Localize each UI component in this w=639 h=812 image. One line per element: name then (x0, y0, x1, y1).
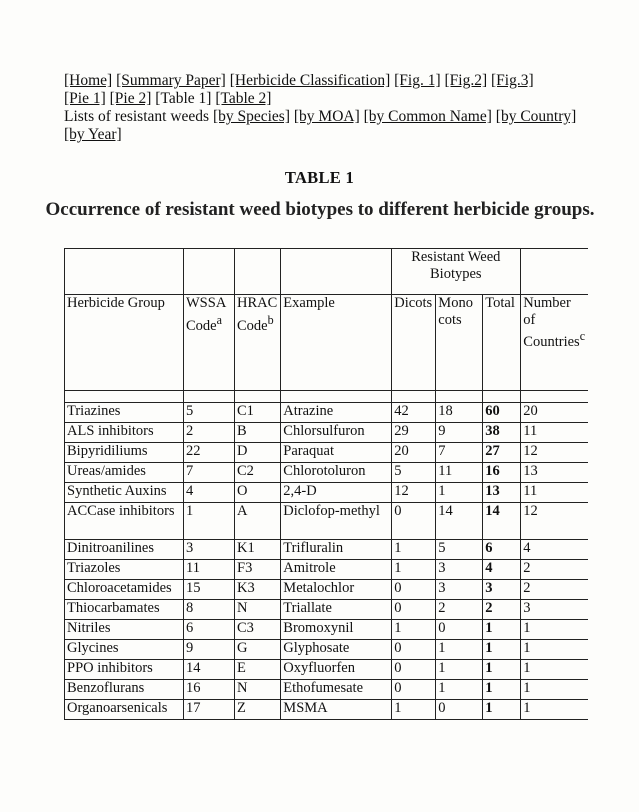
wssa-code-cell: 8 (184, 600, 235, 620)
countries-cell: 11 (521, 423, 588, 443)
monocots-header: Mono cots (436, 295, 483, 391)
countries-cell: 1 (521, 680, 588, 700)
example-cell: Diclofop-methyl (281, 503, 392, 540)
dicots-cell: 5 (392, 463, 436, 483)
monocots-cell: 1 (436, 680, 483, 700)
table-row (65, 443, 589, 463)
total-cell: 14 (483, 503, 521, 540)
example-cell: Trifluralin (281, 540, 392, 560)
table-row (65, 640, 589, 660)
monocots-cell: 7 (436, 443, 483, 463)
countries-cell: 12 (521, 503, 588, 540)
wssa-code-cell: 9 (184, 640, 235, 660)
navigation-links (64, 72, 584, 144)
pie-1-link[interactable]: [Pie 1] (64, 90, 106, 107)
herbicide-group-cell: ALS inhibitors (65, 423, 184, 443)
herbicide-group-cell: Thiocarbamates (65, 600, 184, 620)
total-cell: 1 (483, 700, 521, 720)
table-row (65, 700, 589, 720)
example-cell: Chlorotoluron (281, 463, 392, 483)
example-cell: Paraquat (281, 443, 392, 463)
monocots-cell: 3 (436, 580, 483, 600)
table-row (65, 463, 589, 483)
countries-cell: 20 (521, 403, 588, 423)
countries-cell: 1 (521, 640, 588, 660)
nav-line-1 (64, 72, 584, 90)
hrac-code-cell: D (235, 443, 281, 463)
countries-cell: 4 (521, 540, 588, 560)
total-cell: 1 (483, 640, 521, 660)
spacer-row (65, 391, 589, 403)
resistant-weed-biotypes-header: Resistant Weed Biotypes (392, 249, 521, 295)
example-cell: Atrazine (281, 403, 392, 423)
countries-cell: 2 (521, 580, 588, 600)
dicots-cell: 0 (392, 580, 436, 600)
example-cell: Triallate (281, 600, 392, 620)
table-label: TABLE 1 (284, 168, 355, 187)
lists-label: Lists of resistant weeds (64, 108, 210, 125)
header-blank (235, 249, 281, 295)
total-cell: 2 (483, 600, 521, 620)
countries-header: Number of Countries$^c$ (521, 295, 588, 391)
dicots-header: Dicots (392, 295, 436, 391)
wssa-code-cell: 22 (184, 443, 235, 463)
total-cell: 3 (483, 580, 521, 600)
total-cell: 16 (483, 463, 521, 483)
table-row (65, 483, 589, 503)
herbicide-group-cell: PPO inhibitors (65, 660, 184, 680)
herbicide-group-cell: ACCase inhibitors (65, 503, 184, 540)
hrac-code-cell: F3 (235, 560, 281, 580)
herbicide-classification-link[interactable]: [Herbicide Classification] (229, 72, 391, 89)
table-row (65, 600, 589, 620)
countries-cell: 2 (521, 560, 588, 580)
countries-cell: 1 (521, 660, 588, 680)
example-cell: 2,4-D (281, 483, 392, 503)
wssa-code-cell: 2 (184, 423, 235, 443)
wssa-code-cell: 15 (184, 580, 235, 600)
dicots-cell: 1 (392, 560, 436, 580)
by-country-link[interactable]: [by Country] (495, 108, 577, 125)
wssa-code-cell: 3 (184, 540, 235, 560)
table-2-link[interactable]: [Table 2] (215, 90, 272, 107)
dicots-cell: 0 (392, 600, 436, 620)
hrac-code-header: HRAC Code$^b$ (235, 295, 281, 391)
monocots-cell: 0 (436, 620, 483, 640)
header-blank (65, 249, 184, 295)
table-row (65, 680, 589, 700)
total-cell: 1 (483, 660, 521, 680)
countries-cell: 13 (521, 463, 588, 483)
herbicide-group-cell: Glycines (65, 640, 184, 660)
table-row (65, 540, 589, 560)
dicots-cell: 1 (392, 700, 436, 720)
nav-line-2 (64, 90, 584, 108)
example-cell: Metalochlor (281, 580, 392, 600)
fig-3-link[interactable]: [Fig.3] (491, 72, 534, 89)
countries-cell: 3 (521, 600, 588, 620)
total-header: Total (483, 295, 521, 391)
wssa-code-cell: 4 (184, 483, 235, 503)
monocots-cell: 1 (436, 660, 483, 680)
header-row-labels (65, 295, 589, 391)
herbicide-group-cell: Chloroacetamides (65, 580, 184, 600)
table-row (65, 620, 589, 640)
header-row-top (65, 249, 589, 295)
table-row (65, 503, 589, 540)
dicots-cell: 42 (392, 403, 436, 423)
herbicide-group-cell: Nitriles (65, 620, 184, 640)
hrac-code-cell: G (235, 640, 281, 660)
herbicide-group-cell: Synthetic Auxins (65, 483, 184, 503)
example-cell: Glyphosate (281, 640, 392, 660)
wssa-code-cell: 16 (184, 680, 235, 700)
table-row (65, 560, 589, 580)
total-cell: 13 (483, 483, 521, 503)
home-link[interactable]: [Home] (64, 72, 113, 89)
monocots-cell: 2 (436, 600, 483, 620)
hrac-code-cell: N (235, 680, 281, 700)
countries-cell: 1 (521, 700, 588, 720)
dicots-cell: 20 (392, 443, 436, 463)
herbicide-group-cell: Benzoflurans (65, 680, 184, 700)
header-blank (521, 249, 588, 295)
total-cell: 60 (483, 403, 521, 423)
total-cell: 6 (483, 540, 521, 560)
by-year-link[interactable]: [by Year] (64, 126, 122, 143)
nav-line-3 (64, 108, 584, 144)
hrac-code-cell: O (235, 483, 281, 503)
wssa-code-cell: 5 (184, 403, 235, 423)
by-common-name-link[interactable]: [by Common Name] (363, 108, 492, 125)
dicots-cell: 0 (392, 660, 436, 680)
total-cell: 1 (483, 680, 521, 700)
dicots-cell: 1 (392, 540, 436, 560)
countries-cell: 1 (521, 620, 588, 640)
fig-1-link[interactable]: [Fig. 1] (394, 72, 441, 89)
wssa-code-header: WSSA Code$^a$ (184, 295, 235, 391)
hrac-code-cell: K3 (235, 580, 281, 600)
dicots-cell: 12 (392, 483, 436, 503)
example-cell: Amitrole (281, 560, 392, 580)
hrac-code-cell: C3 (235, 620, 281, 640)
total-cell: 4 (483, 560, 521, 580)
example-cell: Oxyfluorfen (281, 660, 392, 680)
hrac-code-cell: N (235, 600, 281, 620)
herbicide-group-cell: Ureas/amides (65, 463, 184, 483)
total-cell: 1 (483, 620, 521, 640)
by-species-link[interactable]: [by Species] (212, 108, 290, 125)
herbicide-group-cell: Bipyridiliums (65, 443, 184, 463)
example-cell: Chlorsulfuron (281, 423, 392, 443)
header-blank (281, 249, 392, 295)
fig-2-link[interactable]: [Fig.2] (444, 72, 488, 89)
total-cell: 27 (483, 443, 521, 463)
hrac-code-cell: C2 (235, 463, 281, 483)
total-cell: 38 (483, 423, 521, 443)
herbicide-group-cell: Triazines (65, 403, 184, 423)
dicots-cell: 0 (392, 680, 436, 700)
herbicide-group-cell: Triazoles (65, 560, 184, 580)
pie-2-link[interactable]: [Pie 2] (109, 90, 152, 107)
dicots-cell: 1 (392, 620, 436, 640)
table-1-current: [Table 1] (155, 90, 212, 107)
table-row (65, 580, 589, 600)
monocots-cell: 18 (436, 403, 483, 423)
herbicide-group-cell: Dinitroanilines (65, 540, 184, 560)
wssa-code-cell: 1 (184, 503, 235, 540)
resistance-table (64, 248, 588, 720)
dicots-cell: 0 (392, 640, 436, 660)
example-cell: Ethofumesate (281, 680, 392, 700)
example-cell: Bromoxynil (281, 620, 392, 640)
monocots-cell: 14 (436, 503, 483, 540)
monocots-cell: 1 (436, 483, 483, 503)
table-row (65, 660, 589, 680)
herbicide-group-cell: Organoarsenicals (65, 700, 184, 720)
page-title: Occurrence of resistant weed biotypes to different herbicide groups. (45, 199, 595, 220)
by-moa-link[interactable]: [by MOA] (293, 108, 360, 125)
countries-cell: 11 (521, 483, 588, 503)
hrac-code-cell: C1 (235, 403, 281, 423)
hrac-code-cell: K1 (235, 540, 281, 560)
monocots-cell: 3 (436, 560, 483, 580)
wssa-code-cell: 11 (184, 560, 235, 580)
hrac-code-cell: Z (235, 700, 281, 720)
dicots-cell: 29 (392, 423, 436, 443)
header-blank (184, 249, 235, 295)
table-row (65, 403, 589, 423)
monocots-cell: 9 (436, 423, 483, 443)
example-header: Example (281, 295, 392, 391)
monocots-cell: 0 (436, 700, 483, 720)
wssa-code-cell: 17 (184, 700, 235, 720)
summary-paper-link[interactable]: [Summary Paper] (116, 72, 226, 89)
monocots-cell: 11 (436, 463, 483, 483)
hrac-code-cell: B (235, 423, 281, 443)
monocots-cell: 1 (436, 640, 483, 660)
hrac-code-cell: E (235, 660, 281, 680)
wssa-code-cell: 14 (184, 660, 235, 680)
herbicide-group-header: Herbicide Group (65, 295, 184, 391)
monocots-cell: 5 (436, 540, 483, 560)
hrac-code-cell: A (235, 503, 281, 540)
countries-cell: 12 (521, 443, 588, 463)
wssa-code-cell: 7 (184, 463, 235, 483)
wssa-code-cell: 6 (184, 620, 235, 640)
example-cell: MSMA (281, 700, 392, 720)
table-row (65, 423, 589, 443)
dicots-cell: 0 (392, 503, 436, 540)
